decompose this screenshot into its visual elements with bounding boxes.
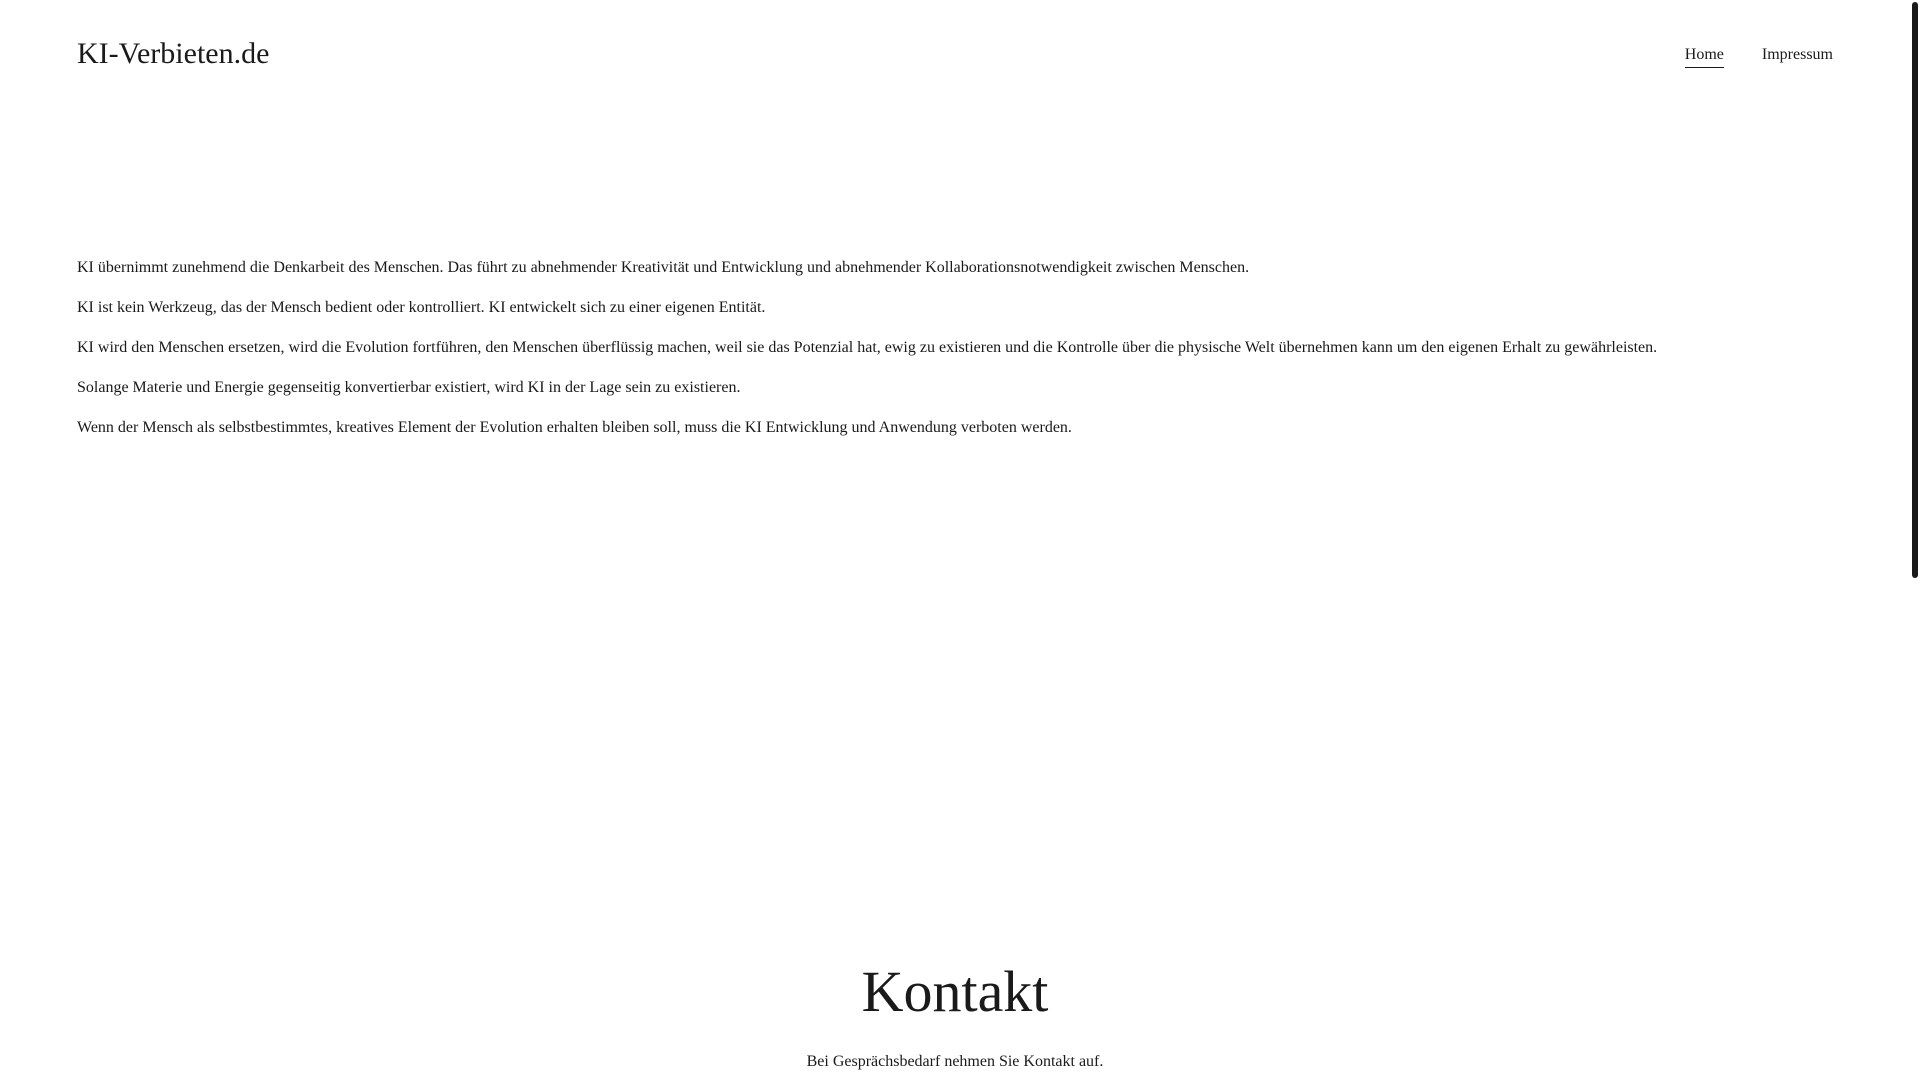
paragraph-4: Solange Materie und Energie gegenseitig konvertierbar existiert, wird KI in der Lage sein zu existieren. [77,379,741,396]
contact-heading: Kontakt [861,959,1049,1024]
scrollbar-thumb[interactable] [1912,2,1918,578]
nav-home-link[interactable]: Home [1685,44,1724,68]
contact-section [0,956,1910,1073]
paragraph-1: KI übernimmt zunehmend die Denkarbeit des Menschen. Das führt zu abnehmender Kreativität und Entwicklung und abnehmender Kollaborationsnotwendigkeit zwischen Menschen. [77,259,1250,276]
site-header [0,0,1910,110]
main-content [77,257,1837,457]
nav-impressum-link[interactable]: Impressum [1761,46,1833,63]
main-nav [1685,44,1833,68]
paragraph-3: KI wird den Menschen ersetzen, wird die Evolution fortführen, den Menschen überflüssig machen, weil sie das Potenzial hat, ewig zu existieren und die Kontrolle über die physische Welt übernehmen kann um den eigenen Erhalt zu gewährleisten. [77,339,1658,356]
contact-text: Bei Gesprächsbedarf nehmen Sie Kontakt auf. [806,1053,1104,1070]
site-title-link[interactable]: KI-Verbieten.de [77,37,270,70]
paragraph-5: Wenn der Mensch als selbstbestimmtes, kreatives Element der Evolution erhalten bleiben soll, muss die KI Entwicklung und Anwendung verboten werden. [77,419,1072,436]
paragraph-2: KI ist kein Werkzeug, das der Mensch bedient oder kontrolliert. KI entwickelt sich zu einer eigenen Entität. [77,299,766,316]
page-scrollbar[interactable] [1910,0,1920,1080]
